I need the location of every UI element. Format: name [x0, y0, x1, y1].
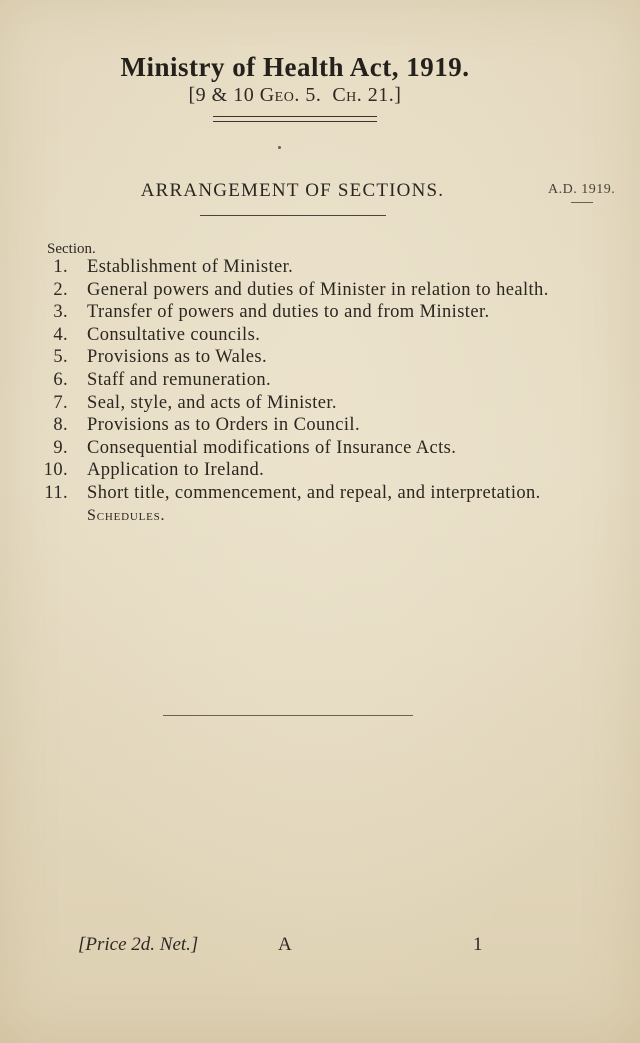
margin-year-note: A.D. 1919.: [548, 182, 616, 197]
page-footer: [0, 934, 640, 960]
section-title: Consequential modifications of Insurance Acts.: [87, 437, 457, 458]
chapter-ref-mid: . 5.: [294, 84, 333, 106]
section-number: 1.: [53, 257, 68, 277]
section-number: 9.: [53, 437, 68, 458]
section-item: [0, 459, 640, 482]
section-item: [0, 346, 640, 369]
section-title: General powers and duties of Minister in relation to health.: [87, 279, 549, 300]
schedules-heading: Schedules.: [87, 507, 166, 524]
signature-mark: A: [278, 934, 292, 955]
sections-list: [0, 256, 640, 505]
section-number: 4.: [53, 324, 68, 345]
chapter-ref-ch: Ch: [332, 84, 357, 106]
section-item: [0, 301, 640, 324]
section-number: 8.: [53, 415, 68, 436]
section-number: 5.: [53, 347, 68, 368]
section-number: 7.: [53, 392, 68, 413]
section-title: Short title, commencement, and repeal, and interpretation.: [87, 482, 541, 503]
section-item: [0, 256, 640, 279]
act-title: Ministry of Health Act, 1919.: [120, 52, 470, 82]
section-number: 3.: [53, 302, 68, 323]
heading-rule: [200, 215, 386, 216]
page-number: 1: [473, 934, 483, 955]
section-title: Provisions as to Wales.: [87, 347, 268, 368]
section-item: [0, 392, 640, 415]
chapter-ref-suffix: . 21.]: [356, 84, 402, 106]
chapter-reference: [0, 84, 590, 107]
arrangement-heading: ARRANGEMENT OF SECTIONS.: [140, 180, 445, 201]
section-column-label: Section.: [47, 241, 96, 257]
price-note: [Price 2d. Net.]: [78, 934, 199, 955]
section-item: [0, 437, 640, 460]
section-title: Provisions as to Orders in Council.: [87, 415, 360, 436]
section-item: [0, 369, 640, 392]
section-number: 2.: [53, 279, 68, 300]
chapter-ref-prefix: [9 & 10: [188, 84, 260, 106]
section-item: [0, 324, 640, 347]
section-number: 11.: [44, 482, 68, 503]
margin-year-rule: [571, 202, 593, 203]
chapter-ref-geo: Geo: [259, 84, 295, 106]
section-title: Establishment of Minister.: [87, 257, 294, 277]
section-title: Consultative councils.: [87, 324, 261, 345]
bottom-rule: [163, 715, 413, 716]
section-title: Seal, style, and acts of Minister.: [87, 392, 337, 413]
section-item: [0, 279, 640, 302]
title-double-rule: [213, 116, 377, 122]
section-number: 10.: [43, 460, 68, 481]
section-title: Staff and remuneration.: [87, 369, 272, 390]
section-item: [0, 414, 640, 437]
section-title: Transfer of powers and duties to and from Minister.: [87, 302, 490, 323]
section-number: 6.: [53, 369, 68, 390]
ornament-dot: [278, 146, 281, 149]
section-item: [0, 482, 640, 505]
section-title: Application to Ireland.: [87, 460, 265, 481]
